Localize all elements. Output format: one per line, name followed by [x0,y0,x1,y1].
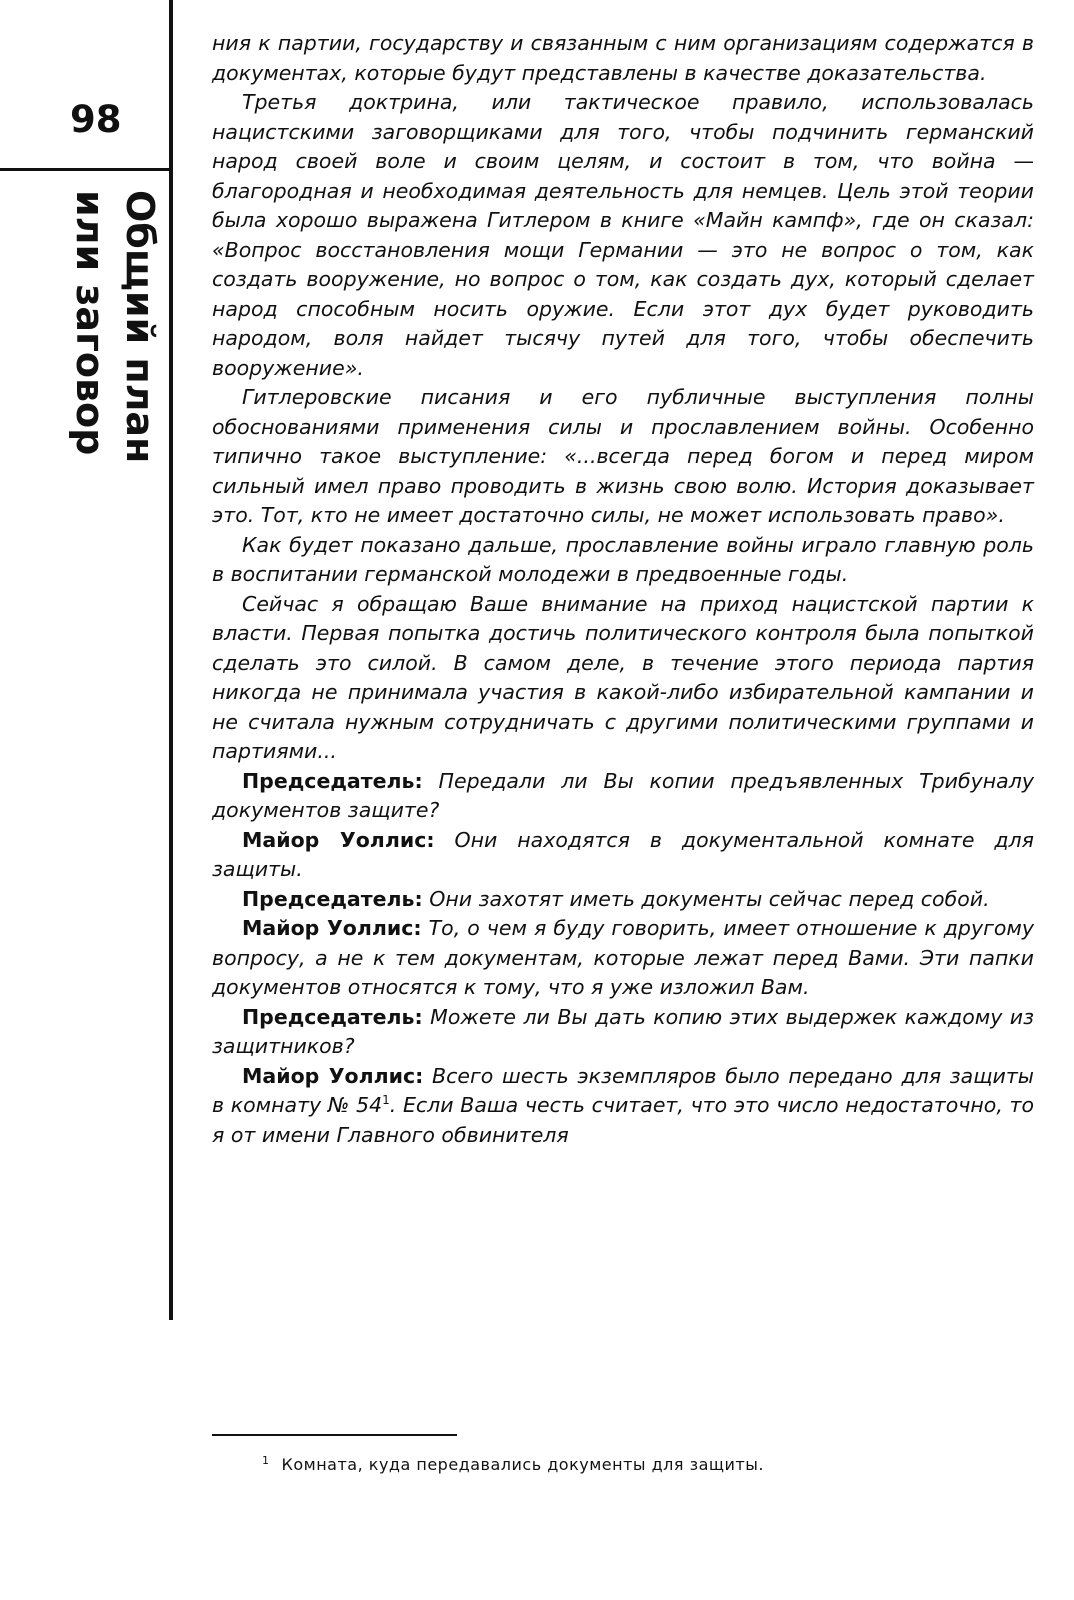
speech-text-continued: . Если Ваша честь считает, что это число недостаточно, то я от имени Главного обвинителя [212,1093,1035,1147]
dialogue-line [212,914,1034,1003]
paragraph: ния к партии, государству и связанным с ним организациям содержатся в документах, которые будут представлены в качестве доказательства. [212,31,1034,85]
dialogue-line [212,767,1034,826]
footnote [262,1454,1042,1476]
dialogue-line [212,1062,1034,1151]
footnote-text: Комната, куда передавались документы для защиты. [281,1455,764,1474]
page-number: 98 [70,98,122,141]
running-title-line-1: Общий план [118,190,162,464]
running-title-line-2: или заговор [68,190,112,456]
speaker-name: Председатель: [242,886,423,911]
paragraph: Сейчас я обращаю Ваше внимание на приход нацистской партии к власти. Первая попытка достичь политического контроля была попыткой сделать это силой. В самом деле, в течение этого периода партия никогда не принимала участия в какой-либо избирательной кампании и не считала нужным сотрудничать с другими политическими группами и партиями... [212,591,1034,763]
speaker-name: Майор Уоллис: [242,827,435,852]
speaker-name: Майор Уоллис: [242,916,422,940]
speech-text: Всего шесть экземпляров было передано для защиты в комнату № 54 [212,1063,1034,1117]
speech-text: Они захотят иметь документы сейчас перед собой. [429,886,990,911]
speaker-name: Председатель: [242,768,423,793]
dialogue-line [212,1003,1034,1062]
speech-text: Они находятся в документальной комнате для защиты. [212,827,1034,881]
side-rule-horizontal [0,168,172,171]
speaker-name: Председатель: [242,1004,423,1029]
dialogue-line [212,826,1034,885]
dialogue-line [212,885,1034,915]
side-rule-vertical [169,0,173,1320]
speech-text: Можете ли Вы дать копию этих выдержек каждому из защитников? [212,1004,1034,1058]
running-title [65,190,165,490]
paragraph: Гитлеровские писания и его публичные выступления полны обоснованиями применения силы и прославлением войны. Особенно типично такое выступление: «...всегда перед богом и перед миром сильный имел право проводить в жизнь свою волю. История доказывает это. Тот, кто не имеет достаточно силы, не может использовать право». [212,385,1034,527]
footnote-mark: 1 [262,1453,270,1467]
speaker-name: Майор Уоллис: [242,1063,424,1088]
footnote-reference[interactable]: 1 [382,1093,390,1108]
speech-text: Передали ли Вы копии предъявленных Трибуналу документов защите? [212,768,1034,822]
footnote-separator [212,1434,457,1436]
paragraph: Как будет показано дальше, прославление войны играло главную роль в воспитании германской молодежи в предвоенные годы. [212,532,1034,586]
main-text [212,29,1034,1150]
speech-text: То, о чем я буду говорить, имеет отношение к другому вопросу, а не к тем документам, которые лежат перед Вами. Эти папки документов относятся к тому, что я уже изложил Вам. [212,916,1034,999]
paragraph: Третья доктрина, или тактическое правило, использовалась нацистскими заговорщиками для того, чтобы подчинить германский народ своей воле и своим целям, и состоит в том, что война — благородная и необходимая деятельность для немцев. Цель этой теории была хорошо выражена Гитлером в книге «Майн кампф», где он сказал: «Вопрос восстановления мощи Германии — это не вопрос о том, как создать вооружение, но вопрос о том, как создать дух, который сделает народ способным носить оружие. Если этот дух будет руководить народом, воля найдет тысячу путей для того, чтобы обеспечить вооружение». [212,90,1034,380]
